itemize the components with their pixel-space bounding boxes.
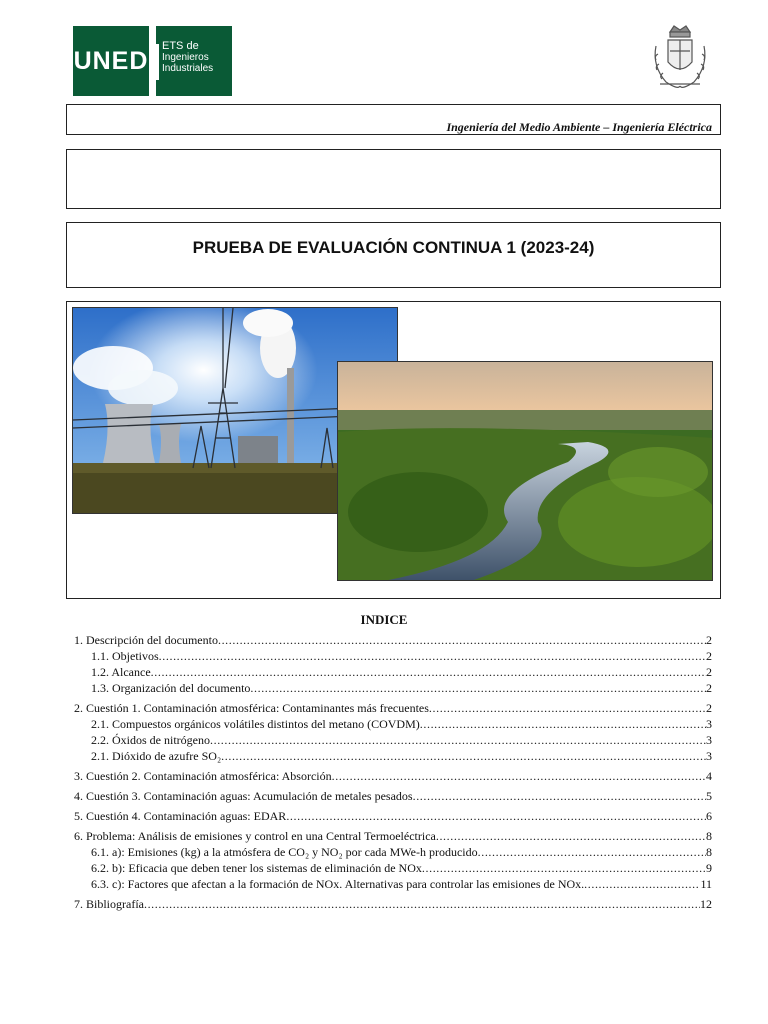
toc-entry-page: 9 — [706, 861, 712, 875]
ets-logo-line3: Industriales — [162, 63, 214, 74]
toc-leader-dots — [286, 808, 706, 824]
toc-heading: INDICE — [360, 612, 408, 627]
toc-leader-dots — [584, 876, 700, 892]
toc-leader-dots — [436, 828, 706, 844]
toc-leader-dots — [159, 648, 706, 664]
toc-entry-page: 2 — [706, 681, 712, 695]
toc-leader-dots — [429, 700, 706, 716]
table-of-contents — [74, 632, 712, 912]
toc-entry-label: 2.1. Compuestos orgánicos volátiles distintos del metano (COVDM) — [91, 717, 420, 731]
toc-entry[interactable] — [74, 844, 712, 860]
toc-entry-page: 3 — [706, 717, 712, 731]
toc-entry[interactable] — [74, 632, 712, 648]
toc-entry-page: 8 — [706, 845, 712, 859]
toc-leader-dots — [144, 896, 700, 912]
toc-entry[interactable] — [74, 828, 712, 844]
toc-entry-label: 1. Descripción del documento — [74, 633, 218, 647]
toc-entry[interactable] — [74, 748, 712, 764]
ets-logo-line2: Ingenieros — [162, 52, 209, 63]
toc-entry-page: 6 — [706, 809, 712, 823]
toc-leader-dots — [210, 732, 706, 748]
toc-leader-dots — [413, 788, 706, 804]
toc-entry-label: 2. Cuestión 1. Contaminación atmosférica: Contaminantes más frecuentes — [74, 701, 429, 715]
toc-entry-label: 6.1. a): Emisiones (kg) a la atmósfera de CO₂ y NO₂ por cada MWe-h producido — [91, 845, 478, 859]
ets-logo — [156, 26, 232, 96]
toc-entry[interactable] — [74, 808, 712, 824]
toc-entry-page: 3 — [706, 733, 712, 747]
toc-entry[interactable] — [74, 768, 712, 784]
toc-leader-dots — [221, 748, 706, 764]
toc-entry[interactable] — [74, 876, 712, 892]
toc-entry-page: 8 — [706, 829, 712, 843]
toc-entry[interactable] — [74, 716, 712, 732]
toc-entry-label: 6. Problema: Análisis de emisiones y control en una Central Termoeléctrica — [74, 829, 436, 843]
toc-leader-dots — [250, 680, 706, 696]
toc-entry-page: 11 — [700, 877, 712, 891]
toc-entry-label: 1.3. Organización del documento — [91, 681, 251, 695]
empty-box — [66, 149, 721, 209]
toc-leader-dots — [420, 716, 706, 732]
toc-leader-dots — [151, 664, 706, 680]
toc-entry-page: 3 — [706, 749, 712, 763]
toc-entry-label: 5. Cuestión 4. Contaminación aguas: EDAR — [74, 809, 287, 823]
toc-entry[interactable] — [74, 860, 712, 876]
toc-entry[interactable] — [74, 680, 712, 696]
toc-entry-page: 2 — [706, 701, 712, 715]
title-box — [66, 222, 721, 288]
toc-entry-page: 12 — [700, 897, 712, 911]
toc-entry[interactable] — [74, 788, 712, 804]
toc-entry-page: 2 — [706, 649, 712, 663]
uned-logo — [73, 26, 149, 96]
toc-entry-label: 3. Cuestión 2. Contaminación atmosférica: Absorción — [74, 769, 332, 783]
toc-entry-page: 5 — [706, 789, 712, 803]
toc-entry-page: 4 — [706, 769, 712, 783]
toc-leader-dots — [332, 768, 706, 784]
toc-entry-label: 6.2. b): Eficacia que deben tener los sistemas de eliminación de NOx — [91, 861, 422, 875]
logo-divider — [156, 44, 159, 80]
toc-leader-dots — [422, 860, 706, 876]
university-crest-icon — [648, 24, 712, 96]
document-title: PRUEBA DE EVALUACIÓN CONTINUA 1 (2023-24) — [192, 238, 595, 257]
uned-logo-text: UNED — [73, 46, 149, 75]
toc-entry-page: 2 — [706, 665, 712, 679]
forest-river-photo — [337, 361, 713, 581]
subject-header — [66, 104, 721, 135]
toc-entry-label: 2.1. Dióxido de azufre SO₂ — [91, 749, 222, 763]
toc-entry[interactable] — [74, 664, 712, 680]
toc-entry[interactable] — [74, 732, 712, 748]
toc-entry-page: 2 — [706, 633, 712, 647]
subject-title: Ingeniería del Medio Ambiente – Ingeniería Eléctrica — [446, 120, 712, 134]
toc-entry-label: 1.2. Alcance — [91, 665, 151, 679]
toc-entry-label: 6.3. c): Factores que afectan a la formación de NOx. Alternativas para controlar las emisiones de NOx. — [91, 877, 585, 891]
toc-entry-label: 1.1. Objetivos — [91, 649, 159, 663]
toc-entry-label: 7. Bibliografía — [74, 897, 144, 911]
toc-entry[interactable] — [74, 896, 712, 912]
ets-logo-line1: ETS de — [162, 40, 199, 52]
toc-entry[interactable] — [74, 648, 712, 664]
toc-entry-label: 4. Cuestión 3. Contaminación aguas: Acumulación de metales pesados — [74, 789, 413, 803]
toc-entry-label: 2.2. Óxidos de nitrógeno — [91, 733, 210, 747]
toc-leader-dots — [218, 632, 706, 648]
toc-entry[interactable] — [74, 700, 712, 716]
toc-leader-dots — [478, 844, 706, 860]
